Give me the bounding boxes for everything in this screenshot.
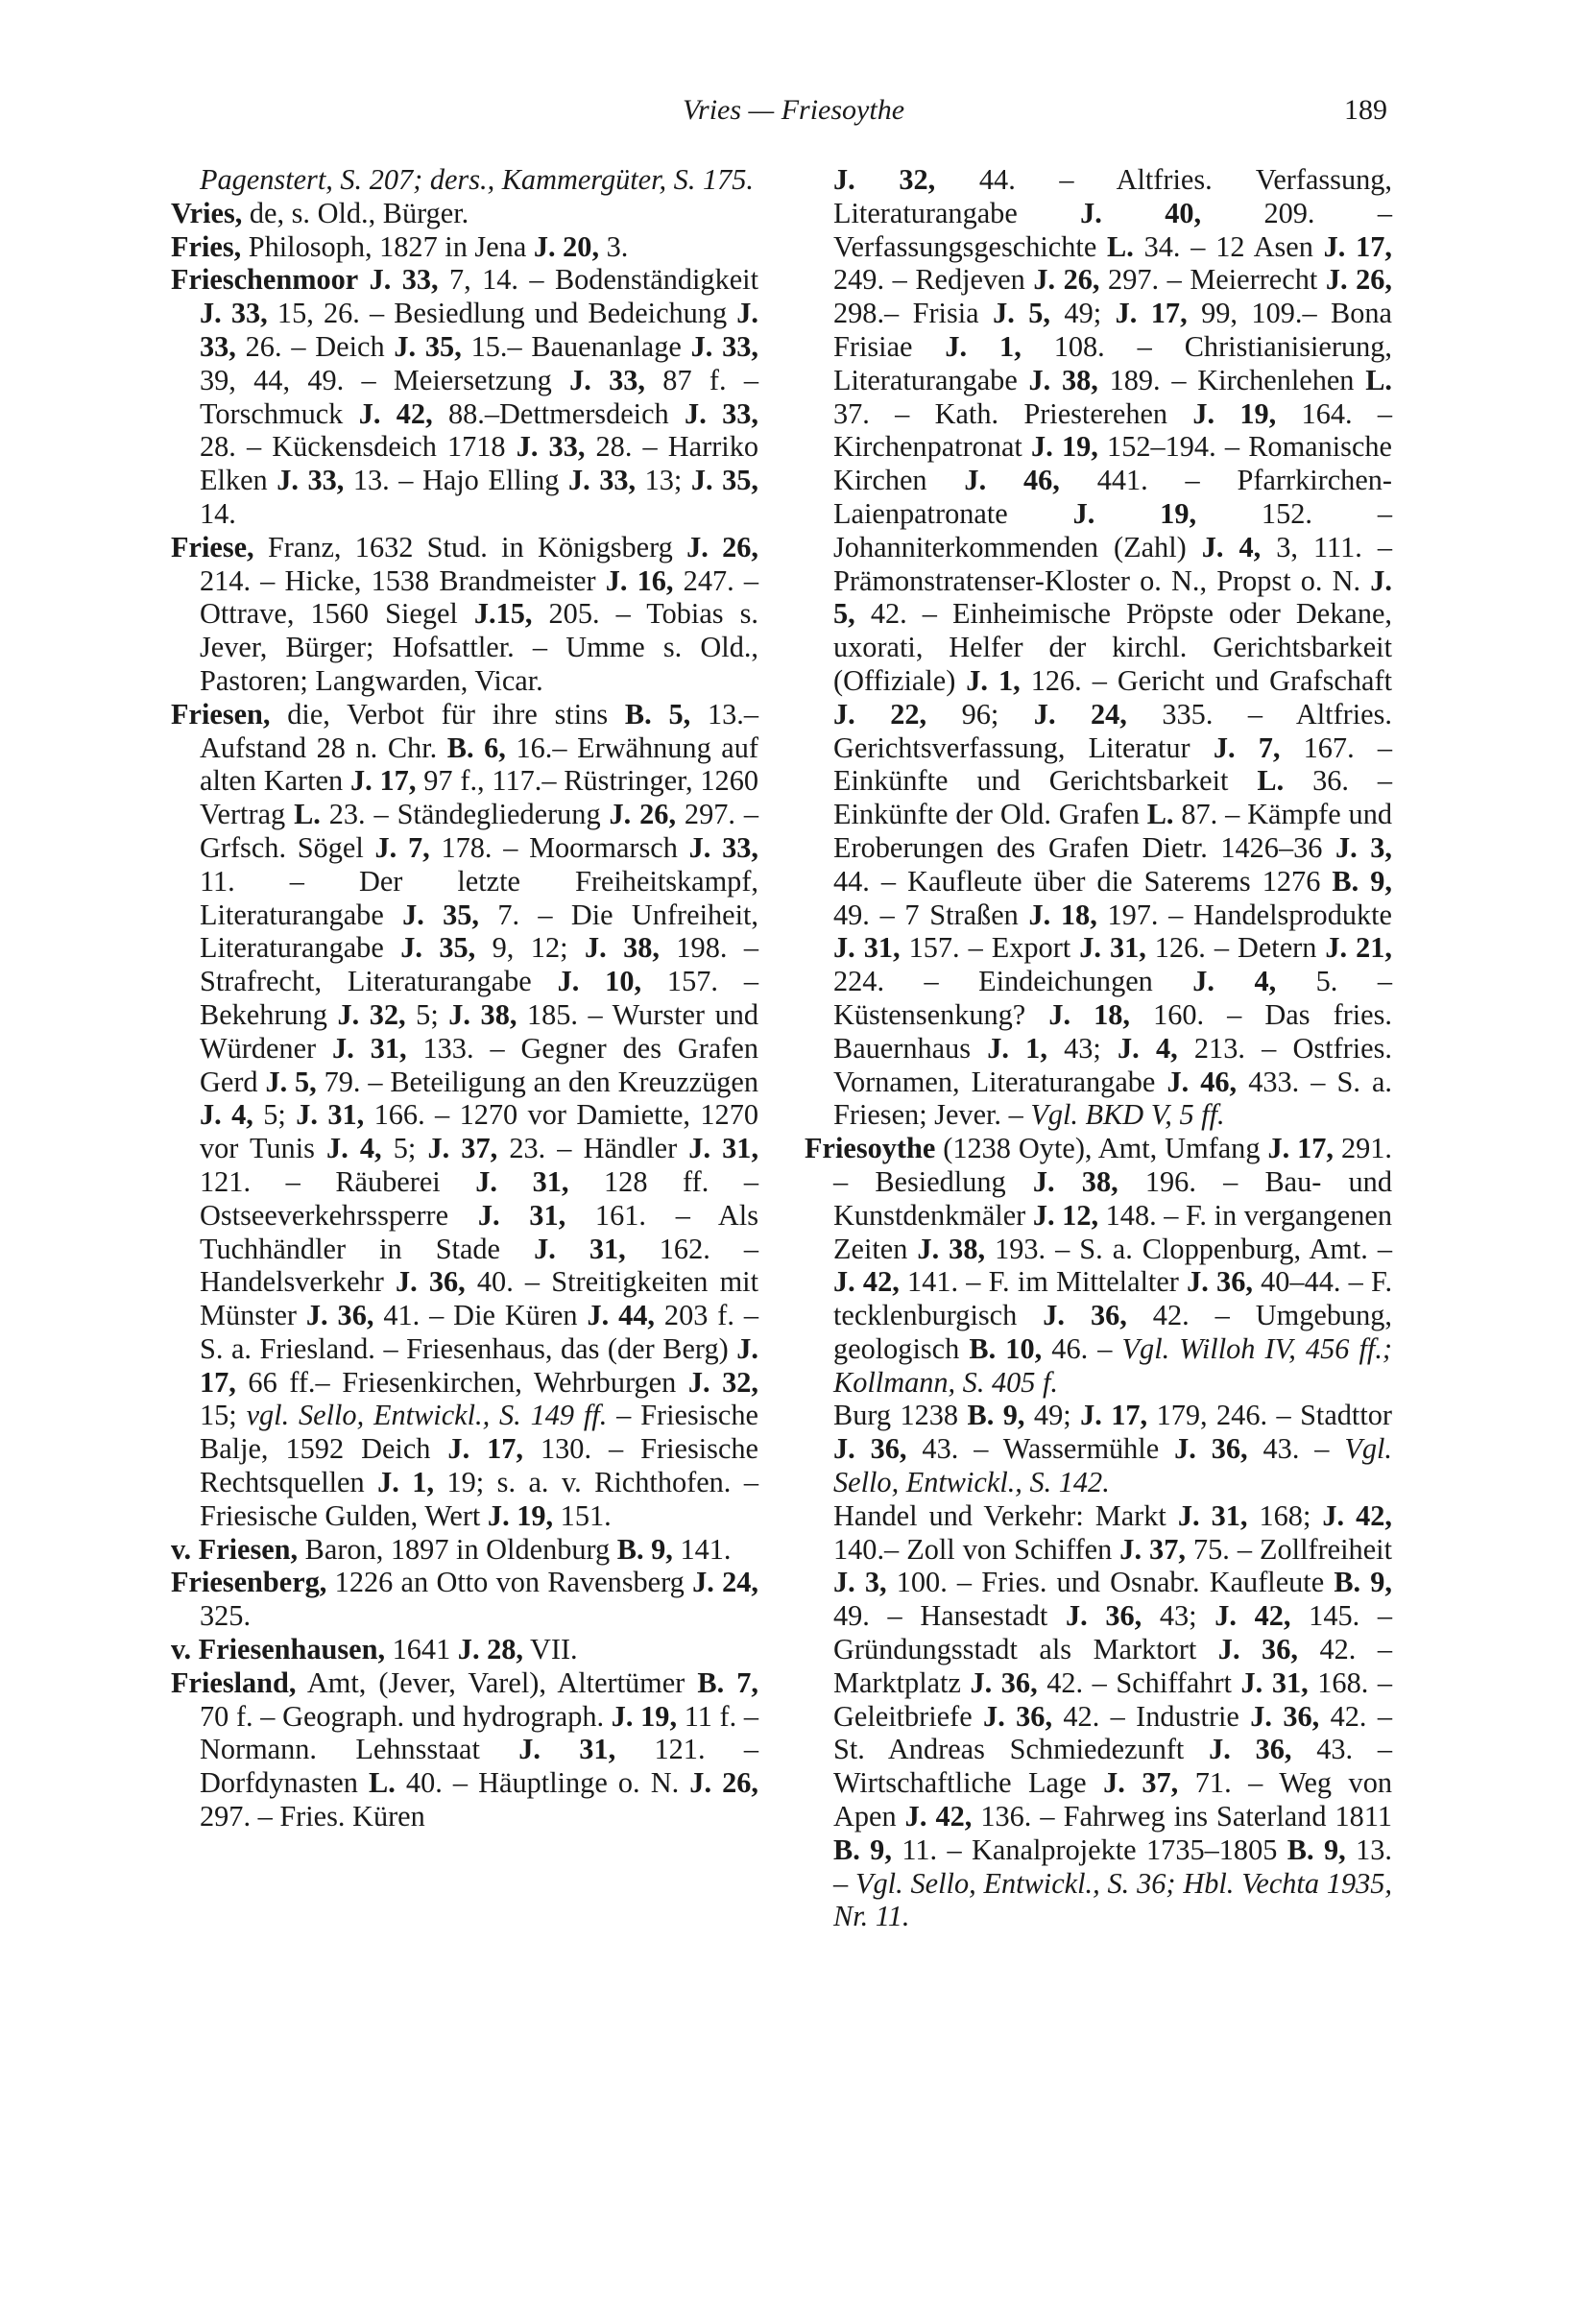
entry-text: 196. – Bau- und Kunstdenkmäler xyxy=(833,1164,1392,1232)
entry-ref: J. 17, xyxy=(1267,1132,1335,1165)
entry-ref: L. xyxy=(1257,764,1285,798)
entry-ref: B. 10, xyxy=(969,1331,1043,1365)
entry-text: 157. – Export xyxy=(900,931,1080,965)
entry-ref: Vries, xyxy=(171,196,243,229)
entry-ref: J. 4, xyxy=(1118,1031,1178,1065)
entry-text: 325. xyxy=(200,1599,252,1633)
entry-text: 88.–Dettmersdeich xyxy=(432,396,685,430)
entry-text: 157. – Bekehrung xyxy=(200,965,758,1031)
index-entry-continuation xyxy=(171,163,758,197)
entry-text: 40–44. – F. tecklenburgisch xyxy=(833,1265,1393,1332)
entry-ref: J. 37, xyxy=(1119,1532,1186,1566)
entry-ref: J. 4, xyxy=(1201,530,1262,563)
left-column xyxy=(171,163,758,1833)
entry-ref: J. 24, xyxy=(1033,697,1127,731)
entry-ref: J. 31, xyxy=(475,1164,569,1198)
entry-text: 161. – Als Tuchhändler in Stade xyxy=(200,1198,758,1265)
index-entry xyxy=(171,1533,758,1567)
entry-text: 79. – Beteiligung an den Kreuzzügen xyxy=(316,1065,758,1098)
entry-ref: J. 33, xyxy=(690,329,759,363)
entry-ref: J. 37, xyxy=(427,1132,498,1165)
entry-ref: J. 42, xyxy=(833,1265,900,1299)
entry-text: Baron, 1897 in Oldenburg xyxy=(298,1532,617,1566)
entry-text: 49. – Hansestadt xyxy=(833,1599,1066,1633)
entry-text: 441. – Pfarrkirchen-Laienpatronate xyxy=(833,464,1393,530)
entry-ref: J. 26, xyxy=(689,1766,758,1800)
entry-ref: J. 17, xyxy=(1080,1399,1148,1432)
entry-ref: J. 36, xyxy=(395,1265,466,1299)
entry-ref: J. 36, xyxy=(983,1699,1053,1733)
entry-text: 87 f. – Torschmuck xyxy=(200,363,758,430)
entry-ref: J. 19, xyxy=(1072,496,1197,530)
entry-text: 205. – Tobias s. Jever, Bürger; Hofsattler. – Umme s. Old., Pastoren; Langwarden, Vicar. xyxy=(200,597,759,697)
entry-text: 11 f. – Normann. Lehnsstaat xyxy=(200,1699,759,1766)
entry-text: 197. – Handelsprodukte xyxy=(1096,898,1392,931)
entry-text: 42. – Einheimische Pröpste oder Dekane, uxorati, Helfer der kirchl. Gerichtsbarkeit (Offiziale) xyxy=(833,597,1392,697)
entry-ref: J. 17, xyxy=(447,1432,524,1466)
entry-ref: J. 33, xyxy=(688,830,758,864)
index-entry-continuation xyxy=(805,1499,1392,1933)
index-entry xyxy=(171,1566,758,1633)
entry-text: 126. – Gericht und Grafschaft xyxy=(1020,663,1392,697)
entry-ref: Friesenberg, xyxy=(171,1566,327,1599)
entry-text: Philosoph, 1827 in Jena xyxy=(241,229,534,263)
entry-ref: J. 36, xyxy=(970,1665,1038,1699)
entry-ref: J. 46, xyxy=(964,464,1060,497)
entry-text: 71. – Weg von Apen xyxy=(833,1766,1393,1833)
entry-ref: J. 36, xyxy=(1043,1299,1127,1332)
entry-ref: J. 42, xyxy=(1322,1498,1393,1532)
entry-text: 148. – F. in vergangenen Zeiten xyxy=(833,1198,1392,1265)
entry-ref: Frieschenmoor xyxy=(171,263,359,297)
page-number: 189 xyxy=(1344,94,1387,126)
entry-ref: B. 7, xyxy=(697,1665,758,1699)
entry-citation: Vgl. Sello, Entwickl., S. 142. xyxy=(833,1432,1393,1499)
index-entry xyxy=(805,1132,1392,1399)
entry-ref: J. 5, xyxy=(265,1065,317,1098)
right-column xyxy=(805,163,1392,1933)
entry-ref: J. 36, xyxy=(1187,1265,1253,1299)
entry-text: 70 f. – Geograph. und hydrograph. xyxy=(200,1699,612,1733)
entry-ref: J. 35, xyxy=(690,464,758,497)
entry-text: 14. xyxy=(200,496,236,530)
entry-text: 128 ff. – Ostseeverkehrssperre xyxy=(200,1164,758,1232)
index-entry xyxy=(171,1666,758,1833)
entry-ref: J. 36, xyxy=(1065,1599,1142,1633)
entry-ref: J. 31, xyxy=(534,1232,626,1265)
entry-ref: J. 26, xyxy=(1033,263,1100,297)
index-entry xyxy=(171,197,758,230)
entry-ref: J. 1, xyxy=(966,663,1021,697)
entry-ref: J. 19, xyxy=(487,1498,554,1532)
entry-ref: J. 22, xyxy=(833,697,927,731)
entry-text: 26. – Deich xyxy=(235,329,395,363)
entry-text: 247. – Ottrave, 1560 Siegel xyxy=(200,563,758,631)
entry-ref: J. 20, xyxy=(533,229,600,263)
entry-text: 152–194. – Romanische Kirchen xyxy=(833,430,1392,497)
entry-ref: v. Friesen, xyxy=(171,1532,299,1566)
entry-text: 16.– Erwähnung auf alten Karten xyxy=(200,731,758,798)
entry-ref: J. 35, xyxy=(400,931,476,965)
entry-text: 23. – Ständegliederung xyxy=(320,798,610,831)
index-entry xyxy=(171,1633,758,1666)
entry-text: 214. – Hicke, 1538 Brandmeister xyxy=(200,563,606,597)
entry-ref: J. 17, xyxy=(200,1331,758,1399)
entry-citation: Pagenstert, S. 207; ders., Kammergüter, S. 175. xyxy=(200,163,755,196)
entry-text: 209. – Verfassungsgeschichte xyxy=(833,196,1393,263)
entry-ref: J. 12, xyxy=(1032,1198,1099,1232)
entry-text: 15, 26. – Besiedlung und Bedeichung xyxy=(267,297,737,330)
entry-text: 49; xyxy=(1049,297,1116,330)
entry-ref: J. 38, xyxy=(584,931,660,965)
entry-ref: B. 9, xyxy=(616,1532,673,1566)
entry-ref: J. 31, xyxy=(477,1198,566,1232)
entry-ref: B. 9, xyxy=(1286,1833,1346,1866)
entry-text: 13.– Aufstand 28 n. Chr. xyxy=(200,697,758,764)
entry-ref: Friesoythe xyxy=(805,1132,936,1165)
entry-text: 291. – Besiedlung xyxy=(833,1132,1393,1198)
entry-ref: J. 35, xyxy=(402,898,480,931)
entry-text: 7. – Die Unfreiheit, Literaturangabe xyxy=(200,898,758,965)
entry-ref: J. 28, xyxy=(457,1633,523,1666)
entry-ref: B. 9, xyxy=(833,1833,892,1866)
index-entry-continuation xyxy=(805,1399,1392,1498)
entry-ref: J. 46, xyxy=(1166,1065,1238,1098)
entry-text: 133. – Gegner des Grafen Gerd xyxy=(200,1031,759,1098)
entry-ref: J. 16, xyxy=(605,563,674,597)
entry-ref: J. 42, xyxy=(358,396,433,430)
entry-text: 9, 12; xyxy=(475,931,585,965)
index-entry xyxy=(171,698,758,1533)
entry-ref: J. 35, xyxy=(394,329,462,363)
entry-text: 164. – Kirchenpatronat xyxy=(833,396,1393,464)
index-entry-continuation xyxy=(805,163,1392,1132)
entry-text: 46. – xyxy=(1042,1331,1122,1365)
entry-ref: J. 3, xyxy=(1335,830,1392,864)
entry-text: 42. – Umgebung, geologisch xyxy=(833,1299,1392,1365)
entry-ref: J. 3, xyxy=(833,1566,887,1599)
entry-text: VII. xyxy=(522,1633,578,1666)
entry-text: 136. – Fahrweg ins Saterland 1811 xyxy=(972,1800,1392,1833)
entry-ref: J. 19, xyxy=(1192,396,1277,430)
entry-text: 39, 44, 49. – Meiersetzung xyxy=(200,363,570,396)
entry-text: 96; xyxy=(926,697,1034,731)
entry-ref: J. 4, xyxy=(1192,965,1277,998)
entry-text: 11. – Der letzte Freiheitskampf, Literaturangabe xyxy=(200,864,758,931)
entry-text: 15.– Bauenanlage xyxy=(461,329,691,363)
entry-text: 3, 111. – Prämonstratenser-Kloster o. N., Propst o. N. xyxy=(833,530,1392,597)
entry-ref: Fries, xyxy=(171,229,242,263)
entry-ref: Friesen, xyxy=(171,697,271,731)
entry-text: 28. – Harriko Elken xyxy=(200,430,759,497)
entry-text: 13. – xyxy=(833,1833,1392,1900)
entry-ref: J. 36, xyxy=(1250,1699,1320,1733)
entry-text: 40. – Häuptlinge o. N. xyxy=(395,1766,690,1800)
entry-citation: vgl. Sello, Entwickl., S. 149 ff. xyxy=(246,1399,608,1432)
entry-ref: J. 36, xyxy=(305,1299,374,1332)
entry-text: 178. – Moormarsch xyxy=(429,830,689,864)
entry-text: 5; xyxy=(381,1132,428,1165)
entry-text: die, Verbot für ihre stins xyxy=(270,697,625,731)
entry-text: – Friesische Balje, 1592 Deich xyxy=(200,1399,758,1466)
entry-ref: J. 18, xyxy=(1048,997,1131,1031)
entry-text: 23. – Händler xyxy=(497,1132,689,1165)
entry-text: 167. – Einkünfte und Gerichtsbarkeit xyxy=(833,731,1392,798)
running-head xyxy=(0,94,1587,132)
entry-text: 185. – Wurster und Würdener xyxy=(200,997,759,1065)
index-entry xyxy=(171,230,758,264)
entry-ref: J. 31, xyxy=(332,1031,407,1065)
entry-ref: J.15, xyxy=(473,597,533,631)
entry-text: 34. – 12 Asen xyxy=(1133,229,1324,263)
entry-text: 224. – Eindeichungen xyxy=(833,965,1193,998)
entry-ref: J. 19, xyxy=(611,1699,678,1733)
entry-ref: J. 33, xyxy=(685,396,758,430)
entry-text: 141. – F. im Mittelalter xyxy=(899,1265,1188,1299)
entry-text: 298.– Frisia xyxy=(833,297,994,330)
entry-ref: J. 4, xyxy=(326,1132,382,1165)
entry-text: Amt, (Jever, Varel), Altertümer xyxy=(296,1665,698,1699)
entry-ref: J. 33, xyxy=(567,464,637,497)
entry-ref: J. 7, xyxy=(374,830,430,864)
entry-ref: J. 36, xyxy=(1209,1733,1292,1766)
entry-ref: J. 21, xyxy=(1325,931,1392,965)
entry-ref: J. 4, xyxy=(200,1098,253,1132)
entry-ref: B. 9, xyxy=(967,1399,1025,1432)
entry-ref: J. 38, xyxy=(1032,1164,1118,1198)
entry-text xyxy=(358,263,369,296)
entry-ref: J. 17, xyxy=(349,764,417,798)
entry-ref: J. 33, xyxy=(277,464,345,497)
entry-text: 213. – Ostfries. Vornamen, Literaturangabe xyxy=(833,1031,1392,1098)
entry-ref: J. 7, xyxy=(1213,731,1281,764)
entry-text: 42. – Marktplatz xyxy=(833,1633,1392,1699)
index-entry xyxy=(171,531,758,698)
entry-ref: J. 32, xyxy=(337,997,406,1031)
entry-ref: J. 31, xyxy=(1177,1498,1248,1532)
entry-text: 43; xyxy=(1142,1599,1215,1633)
entry-ref: J. 33, xyxy=(569,363,645,396)
entry-text: 3. xyxy=(599,229,629,263)
entry-text: 13; xyxy=(636,464,691,497)
entry-text: (1238 Oyte), Amt, Umfang xyxy=(935,1132,1268,1165)
entry-text: 166. – 1270 vor Damiette, 1270 vor Tunis xyxy=(200,1098,758,1165)
entry-ref: J. 42, xyxy=(1214,1599,1291,1633)
entry-text: 15; xyxy=(200,1399,247,1432)
entry-ref: J. 38, xyxy=(917,1232,986,1265)
entry-ref: J. 19, xyxy=(1031,430,1098,464)
entry-ref: J. 17, xyxy=(1115,297,1188,330)
entry-ref: J. 42, xyxy=(904,1800,973,1833)
entry-text: 1641 xyxy=(385,1633,458,1666)
entry-text: 168; xyxy=(1247,1498,1323,1532)
entry-text: 297. – Grfsch. Sögel xyxy=(200,798,758,864)
entry-citation: Vgl. Sello, Entwickl., S. 36; Hbl. Vechta 1935, Nr. 11. xyxy=(833,1866,1393,1933)
entry-ref: J. 24, xyxy=(692,1566,758,1599)
entry-text: 5. – Küstensenkung? xyxy=(833,965,1392,1031)
entry-text: 335. – Altfries. Gerichtsverfassung, Literatur xyxy=(833,697,1392,764)
entry-ref: J. 26, xyxy=(686,530,759,563)
entry-ref: J. 32, xyxy=(833,163,936,196)
entry-ref: L. xyxy=(1107,229,1134,263)
entry-text: 36. – Einkünfte der Old. Grafen xyxy=(833,764,1392,831)
entry-text: 43. – Wassermühle xyxy=(906,1432,1175,1466)
entry-text: 97 f., 117.– Rüstringer, 1260 Vertrag xyxy=(200,764,758,831)
entry-text: 297. – Fries. Küren xyxy=(200,1800,425,1833)
entry-text: Handel und Verkehr: Markt xyxy=(833,1498,1178,1532)
entry-ref: L. xyxy=(369,1766,396,1800)
entry-text: 44. – Altfries. Verfassung, Literaturangabe xyxy=(833,163,1392,229)
entry-text: 43. – Wirtschaftliche Lage xyxy=(833,1733,1392,1800)
entry-text: 40. – Streitigkeiten mit Münster xyxy=(200,1265,759,1332)
entry-text: 41. – Die Küren xyxy=(373,1299,588,1332)
entry-ref: L. xyxy=(294,798,321,831)
entry-text: 189. – Kirchenlehen xyxy=(1097,363,1366,396)
entry-citation: Vgl. Willoh IV, 456 ff.; Kollmann, S. 405 f. xyxy=(833,1331,1392,1399)
entry-text: 28. – Kückensdeich 1718 xyxy=(200,430,517,464)
entry-ref: J. 5, xyxy=(993,297,1050,330)
entry-text: 43. – xyxy=(1247,1432,1345,1466)
entry-ref: J. 1, xyxy=(377,1466,435,1499)
entry-ref: J. 33, xyxy=(200,297,268,330)
entry-text: Franz, 1632 Stud. in Königsberg xyxy=(253,530,687,563)
entry-text: de, s. Old., Bürger. xyxy=(242,196,469,229)
entry-ref: J. 38, xyxy=(1028,363,1098,396)
entry-text: 100. – Fries. und Osnabr. Kaufleute xyxy=(886,1566,1335,1599)
entry-text: 43; xyxy=(1046,1031,1118,1065)
entry-text: 249. – Redjeven xyxy=(833,263,1034,297)
entry-ref: J. 17, xyxy=(1323,229,1393,263)
entry-text: 5; xyxy=(252,1098,297,1132)
entry-ref: B. 6, xyxy=(446,731,506,764)
entry-text: 151. xyxy=(553,1498,612,1532)
entry-ref: Friese, xyxy=(171,530,254,563)
entry-text: 297. – Meierrecht xyxy=(1099,263,1326,297)
entry-text: 75. – Zollfreiheit xyxy=(1185,1532,1392,1566)
entry-text: 42. – Industrie xyxy=(1052,1699,1251,1733)
entry-text: 433. – S. a. Friesen; Jever. – xyxy=(833,1065,1392,1132)
entry-ref: J. 33, xyxy=(516,430,586,464)
entry-ref: L. xyxy=(1146,798,1174,831)
entry-text: 11. – Kanalprojekte 1735–1805 xyxy=(891,1833,1287,1866)
entry-ref: J. 31, xyxy=(1240,1665,1309,1699)
entry-ref: L. xyxy=(1365,363,1392,396)
entry-text: 44. – Kaufleute über die Saterems 1276 xyxy=(833,864,1333,898)
entry-ref: J. 36, xyxy=(833,1432,907,1466)
entry-text: 42. – St. Andreas Schmiedezunft xyxy=(833,1699,1393,1766)
entry-text: 141. xyxy=(672,1532,732,1566)
entry-text: 193. – S. a. Cloppenburg, Amt. – xyxy=(985,1232,1392,1265)
entry-ref: J. 31, xyxy=(1079,931,1146,965)
entry-ref: B. 9, xyxy=(1332,864,1392,898)
entry-ref: Friesland, xyxy=(171,1665,297,1699)
entry-text: 42. – Schiffahrt xyxy=(1037,1665,1241,1699)
entry-ref: J. 5, xyxy=(833,563,1392,631)
entry-text: 87. – Kämpfe und Eroberungen des Grafen Dietr. 1426–36 xyxy=(833,798,1392,864)
entry-ref: J. 10, xyxy=(557,965,642,998)
entry-text: 162. – Handelsverkehr xyxy=(200,1232,758,1299)
entry-citation: Vgl. BKD V, 5 ff. xyxy=(1030,1098,1225,1132)
entry-text: 108. – Christianisierung, Literaturangabe xyxy=(833,329,1392,396)
entry-text: 49; xyxy=(1024,1399,1081,1432)
entry-ref: J. 1, xyxy=(945,329,1022,363)
entry-ref: J. 31, xyxy=(296,1098,365,1132)
entry-ref: J. 40, xyxy=(1080,196,1202,229)
entry-text: 152. – Johanniterkommenden (Zahl) xyxy=(833,496,1392,563)
entry-text: 13. – Hajo Elling xyxy=(344,464,568,497)
entry-text: 168. – Geleitbriefe xyxy=(833,1665,1392,1733)
entry-ref: J. 32, xyxy=(687,1365,758,1399)
entry-text: 203 f. – S. a. Friesland. – Friesenhaus, das (der Berg) xyxy=(200,1299,759,1365)
entry-ref: J. 36, xyxy=(1217,1633,1298,1666)
entry-text: 99, 109.– Bona Frisiae xyxy=(833,297,1392,363)
entry-ref: B. 9, xyxy=(1334,1566,1392,1599)
entry-ref: J. 18, xyxy=(1028,898,1097,931)
entry-ref: J. 38, xyxy=(448,997,517,1031)
entry-text: 5; xyxy=(405,997,449,1031)
entry-ref: J. 31, xyxy=(518,1733,616,1766)
entry-text: 126. – Detern xyxy=(1145,931,1326,965)
entry-text: 140.– Zoll von Schiffen xyxy=(833,1532,1120,1566)
entry-ref: J. 36, xyxy=(1174,1432,1248,1466)
entry-text: 37. – Kath. Priesterehen xyxy=(833,396,1193,430)
entry-text: 145. – Gründungsstadt als Marktort xyxy=(833,1599,1393,1666)
entry-ref: J. 31, xyxy=(688,1132,759,1165)
entry-ref: J. 31, xyxy=(833,931,901,965)
entry-text: 121. – Dorfdynasten xyxy=(200,1733,759,1800)
entry-ref: J. 44, xyxy=(587,1299,655,1332)
entry-text: 179, 246. – Stadttor xyxy=(1147,1399,1393,1432)
entry-ref: B. 5, xyxy=(624,697,691,731)
entry-text: 121. – Räuberei xyxy=(200,1164,476,1198)
running-title: Vries — Friesoythe xyxy=(682,94,905,126)
entry-text: 160. – Das fries. Bauernhaus xyxy=(833,997,1392,1065)
entry-text: 66 ff.– Friesenkirchen, Wehrburgen xyxy=(235,1365,688,1399)
entry-ref: J. 33, xyxy=(200,297,759,363)
entry-ref: J. 37, xyxy=(1103,1766,1179,1800)
entry-text: 49. – 7 Straßen xyxy=(833,898,1029,931)
entry-ref: J. 26, xyxy=(609,798,677,831)
entry-text: 198. – Strafrecht, Literaturangabe xyxy=(200,931,759,998)
entry-text: 130. – Friesische Rechtsquellen xyxy=(200,1432,758,1499)
entry-text: 19; s. a. v. Richthofen. – Friesische Gulden, Wert xyxy=(200,1466,758,1532)
index-entry xyxy=(171,263,758,530)
entry-text: 1226 an Otto von Ravensberg xyxy=(326,1566,693,1599)
entry-ref: v. Friesenhausen, xyxy=(171,1633,386,1666)
entry-text: Burg 1238 xyxy=(833,1399,968,1432)
entry-ref: J. 1, xyxy=(987,1031,1047,1065)
entry-ref: J. 26, xyxy=(1325,263,1393,297)
entry-text: 7, 14. – Bodenständigkeit xyxy=(438,263,758,297)
entry-ref: J. 33, xyxy=(369,263,439,297)
